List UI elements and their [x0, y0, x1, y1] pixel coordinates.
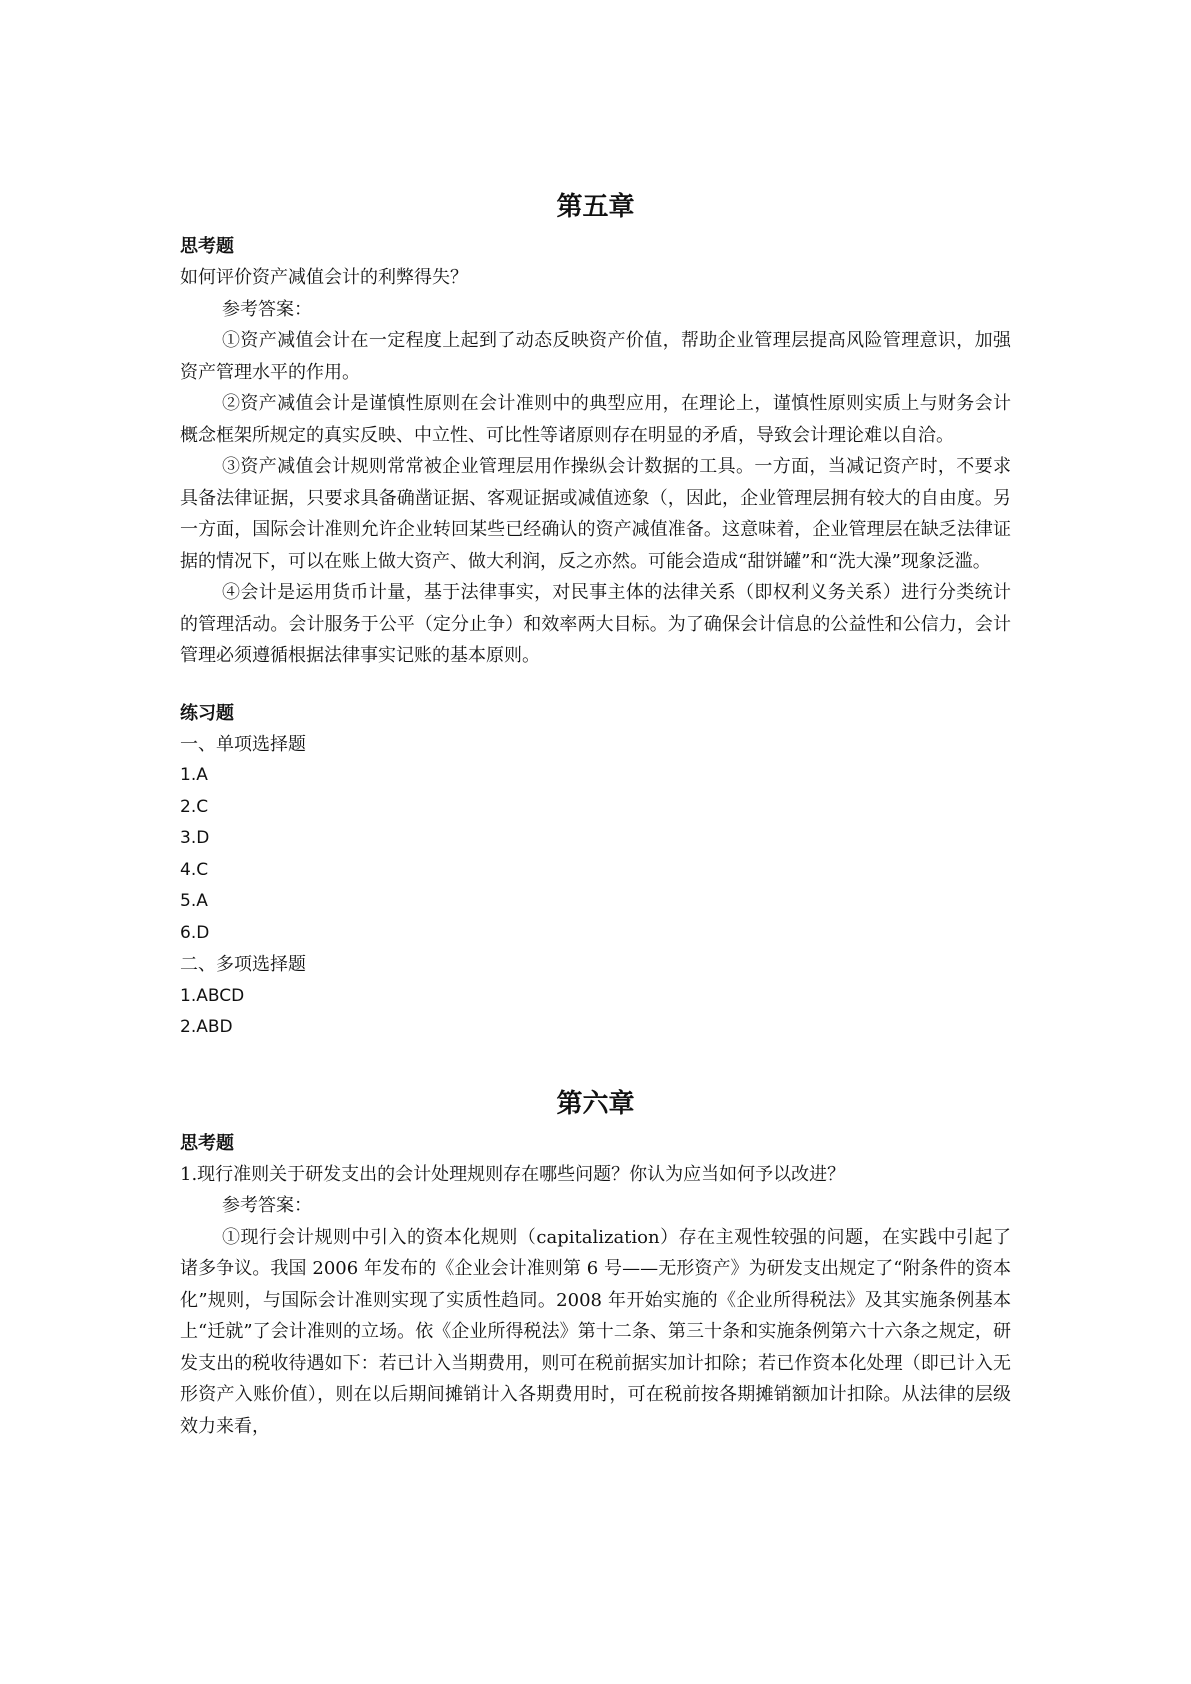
chapter-6-answer-label: 参考答案： [222, 1195, 312, 1216]
single-choice-label: 一、单项选择题 [180, 733, 306, 755]
chapter-5-exercises-heading: 练习题 [180, 702, 234, 724]
chapter-5-title: 第五章 [556, 192, 635, 222]
chapter-6-question: 1.现行准则关于研发支出的会计处理规则存在哪些问题？你认为应当如何予以改进？ [180, 1163, 846, 1185]
chapter-6-thinking-heading: 思考题 [180, 1132, 234, 1154]
list-item: 6.D [180, 922, 210, 943]
list-item: 1.A [180, 765, 208, 785]
list-item: 5.A [180, 891, 208, 911]
chapter-6-title: 第六章 [556, 1088, 635, 1119]
chapter-5-answer-label: 参考答案： [222, 298, 312, 320]
multiple-choice-answers [180, 981, 1011, 1044]
chapter-5-thinking-heading: 思考题 [180, 236, 234, 257]
chapter-5-answer-paragraph-1: ①资产减值会计在一定程度上起到了动态反映资产价值，帮助企业管理层提高风险管理意识，加强资产管理水平的作用。 [180, 330, 1011, 383]
spacer [180, 672, 1011, 698]
list-item: 2.C [180, 796, 209, 817]
chapter-5-question: 如何评价资产减值会计的利弊得失？ [180, 267, 468, 288]
chapter-5-answer-paragraph-4: ④会计是运用货币计量，基于法律事实，对民事主体的法律关系（即权利义务关系）进行分类统计的管理活动。会计服务于公平（定分止争）和效率两大目标。为了确保会计信息的公益性和公信力，会计管理必须遵循根据法律事实记账的基本原则。 [180, 582, 1011, 666]
multiple-choice-label: 二、多项选择题 [180, 954, 306, 975]
list-item: 2.ABD [180, 1017, 233, 1037]
list-item: 4.C [180, 859, 209, 880]
page-content [180, 187, 1011, 1442]
chapter-5-answer-paragraph-2: ②资产减值会计是谨慎性原则在会计准则中的典型应用，在理论上，谨慎性原则实质上与财务会计概念框架所规定的真实反映、中立性、可比性等诸原则存在明显的矛盾，导致会计理论难以自洽。 [180, 393, 1011, 446]
list-item: 1.ABCD [180, 985, 245, 1006]
spacer [180, 1044, 1011, 1084]
chapter-5-answer-paragraph-3: ③资产减值会计规则常常被企业管理层用作操纵会计数据的工具。一方面，当减记资产时，不要求具备法律证据，只要求具备确凿证据、客观证据或减值迹象（，因此，企业管理层拥有较大的自由度。另一方面，国际会计准则允许企业转回某些已经确认的资产减值准备。这意味着，企业管理层在缺乏法律证据的情况下，可以在账上做大资产、做大利润，反之亦然。可能会造成“甜饼罐”和“洗大澡”现象泛滥。 [180, 456, 1011, 572]
list-item: 3.D [180, 828, 210, 848]
chapter-6-answer-paragraph-1: ①现行会计规则中引入的资本化规则（capitalization）存在主观性较强的问题，在实践中引起了诸多争议。我国 2006 年发布的《企业会计准则第 6 号——无形资产》为研发支出规定了“附条件的资本化”规则，与国际会计准则实现了实质性趋同。2008 年开始实施的《企业所得税法》及其实施条例基本上“迁就”了会计准则的立场。依《企业所得税法》第十二条、第三十条和实施条例第六十六条之规定，研发支出的税收待遇如下：若已计入当期费用，则可在税前据实加计扣除；若已作资本化处理（即已计入无形资产入账价值），则在以后期间摊销计入各期费用时，可在税前按各期摊销额加计扣除。从法律的层级效力来看， [180, 1226, 1011, 1437]
single-choice-answers [180, 760, 1011, 949]
